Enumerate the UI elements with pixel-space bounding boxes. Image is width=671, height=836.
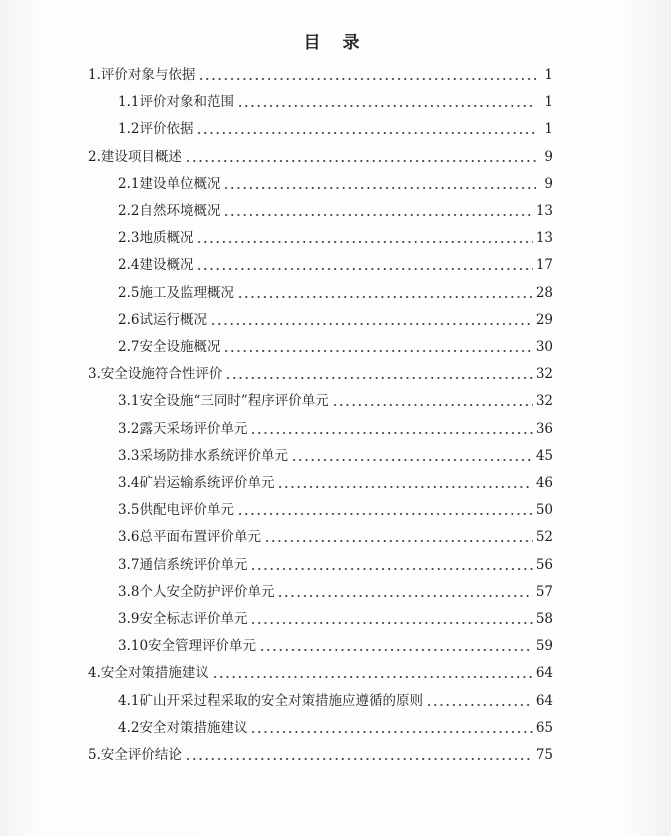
dot-leader (277, 595, 532, 597)
toc-entry (118, 282, 553, 302)
toc-entry (118, 418, 553, 438)
dot-leader (185, 758, 533, 760)
dot-leader (277, 486, 532, 488)
dot-leader (223, 187, 536, 189)
toc-entry (118, 254, 553, 274)
toc-entry-label: 5.安全评价结论 (88, 747, 182, 763)
toc-entry (118, 635, 553, 655)
dot-leader (210, 323, 533, 325)
toc-entry-page-number: 59 (535, 638, 553, 655)
dot-leader (196, 268, 532, 270)
toc-entry-label: 2.4建设概况 (118, 257, 194, 274)
toc-entry (118, 526, 553, 546)
toc-entry-page-number: 64 (535, 665, 553, 682)
toc-entry (118, 499, 553, 519)
dot-leader (196, 132, 536, 134)
toc-entry (118, 472, 553, 492)
toc-entry-page-number: 13 (535, 230, 553, 247)
toc-entry-label: 3.5供配电评价单元 (118, 502, 234, 519)
toc-entry-label: 3.7通信系统评价单元 (118, 556, 248, 573)
dot-leader (291, 459, 533, 461)
toc-entry-label: 1.2评价依据 (118, 121, 194, 138)
toc-entry-page-number: 9 (544, 148, 553, 165)
dot-leader (426, 704, 533, 706)
dot-leader (332, 404, 533, 406)
dot-leader (185, 160, 536, 162)
toc-entry-label: 3.安全设施符合性评价 (88, 366, 223, 383)
toc-entry-label: 2.建设项目概述 (88, 148, 182, 165)
toc-entry-label: 3.6总平面布置评价单元 (118, 529, 261, 546)
toc-entry-label: 2.6试运行概况 (118, 311, 207, 328)
dot-leader (237, 105, 536, 107)
toc-entry-page-number: 57 (535, 583, 553, 600)
toc-entry (118, 608, 553, 628)
dot-leader (196, 241, 532, 243)
toc-entry-label: 2.2自然环境概况 (118, 203, 221, 219)
dot-leader (198, 78, 536, 80)
toc-entry-label: 3.8个人安全防护评价单元 (118, 583, 275, 600)
toc-entry-page-number: 50 (535, 502, 553, 519)
toc-entry-page-number: 28 (535, 284, 553, 301)
toc-entry-page-number: 46 (535, 475, 553, 491)
page-title: 目 录 (303, 33, 368, 53)
toc-entry-page-number: 32 (535, 366, 553, 383)
dot-leader (223, 214, 532, 216)
toc-entry (118, 91, 553, 111)
dot-leader (223, 350, 532, 352)
dot-leader (237, 296, 533, 298)
toc-entry (118, 309, 553, 329)
toc-entry (88, 363, 553, 383)
toc-entry-label: 3.4矿岩运输系统评价单元 (118, 475, 275, 491)
toc-entry-page-number: 56 (535, 556, 553, 573)
toc-entry-label: 3.9安全标志评价单元 (118, 611, 248, 627)
dot-leader (250, 432, 532, 434)
toc-entry (118, 690, 553, 710)
toc-entry (88, 64, 553, 84)
toc-entry-page-number: 32 (535, 393, 553, 410)
toc-entry-label: 2.1建设单位概况 (118, 175, 221, 192)
dot-leader (237, 513, 533, 515)
toc-entry-label: 4.2安全对策措施建议 (118, 719, 248, 736)
toc-entry-label: 1.评价对象与依据 (88, 67, 196, 83)
toc-entry-page-number: 29 (535, 311, 553, 328)
toc-entry-page-number: 30 (535, 339, 553, 355)
toc-entry-page-number: 9 (544, 175, 553, 192)
toc-entry-page-number: 45 (535, 447, 553, 464)
toc-entry-page-number: 17 (535, 257, 553, 274)
dot-leader (264, 540, 533, 542)
dot-leader (250, 622, 532, 624)
toc-entry (118, 445, 553, 465)
toc-entry (88, 744, 553, 764)
toc-entry-label: 1.1评价对象和范围 (118, 94, 234, 111)
toc-entry (118, 227, 553, 247)
toc-entry-page-number: 52 (535, 529, 553, 546)
toc-entry-label: 4.安全对策措施建议 (88, 665, 209, 682)
toc-entry-label: 2.5施工及监理概况 (118, 284, 234, 301)
toc-entry (88, 662, 553, 682)
toc-entry-page-number: 75 (535, 747, 553, 763)
dot-leader (225, 377, 532, 379)
toc-entry (118, 173, 553, 193)
toc-entry-label: 2.7安全设施概况 (118, 339, 221, 355)
toc-entry-label: 2.3地质概况 (118, 230, 194, 247)
toc-entry-label: 3.3采场防排水系统评价单元 (118, 447, 288, 464)
dot-leader (212, 676, 533, 678)
dot-leader (259, 649, 533, 651)
toc-entry (118, 336, 553, 356)
toc-entry (118, 554, 553, 574)
toc-entry (88, 146, 553, 166)
toc-entry (118, 581, 553, 601)
toc-entry-page-number: 1 (544, 94, 553, 111)
dot-leader (250, 731, 532, 733)
toc-entry-label: 3.10安全管理评价单元 (118, 638, 257, 655)
toc-entry (118, 390, 553, 410)
dot-leader (250, 568, 532, 570)
toc-entry-label: 4.1矿山开采过程采取的安全对策措施应遵循的原则 (118, 692, 423, 709)
toc-entry-page-number: 58 (535, 611, 553, 627)
toc-entry-page-number: 13 (535, 203, 553, 219)
toc-entry-label: 3.1安全设施“三同时”程序评价单元 (118, 393, 329, 410)
toc-entry-page-number: 64 (535, 692, 553, 709)
toc-entry-page-number: 36 (535, 420, 553, 437)
toc-entry-page-number: 65 (535, 719, 553, 736)
toc-entry (118, 200, 553, 220)
toc-entry-page-number: 1 (544, 67, 553, 83)
toc-entry-label: 3.2露天采场评价单元 (118, 420, 248, 437)
toc-entry (118, 717, 553, 737)
toc-entry-page-number: 1 (544, 121, 553, 138)
toc-entry (118, 118, 553, 138)
